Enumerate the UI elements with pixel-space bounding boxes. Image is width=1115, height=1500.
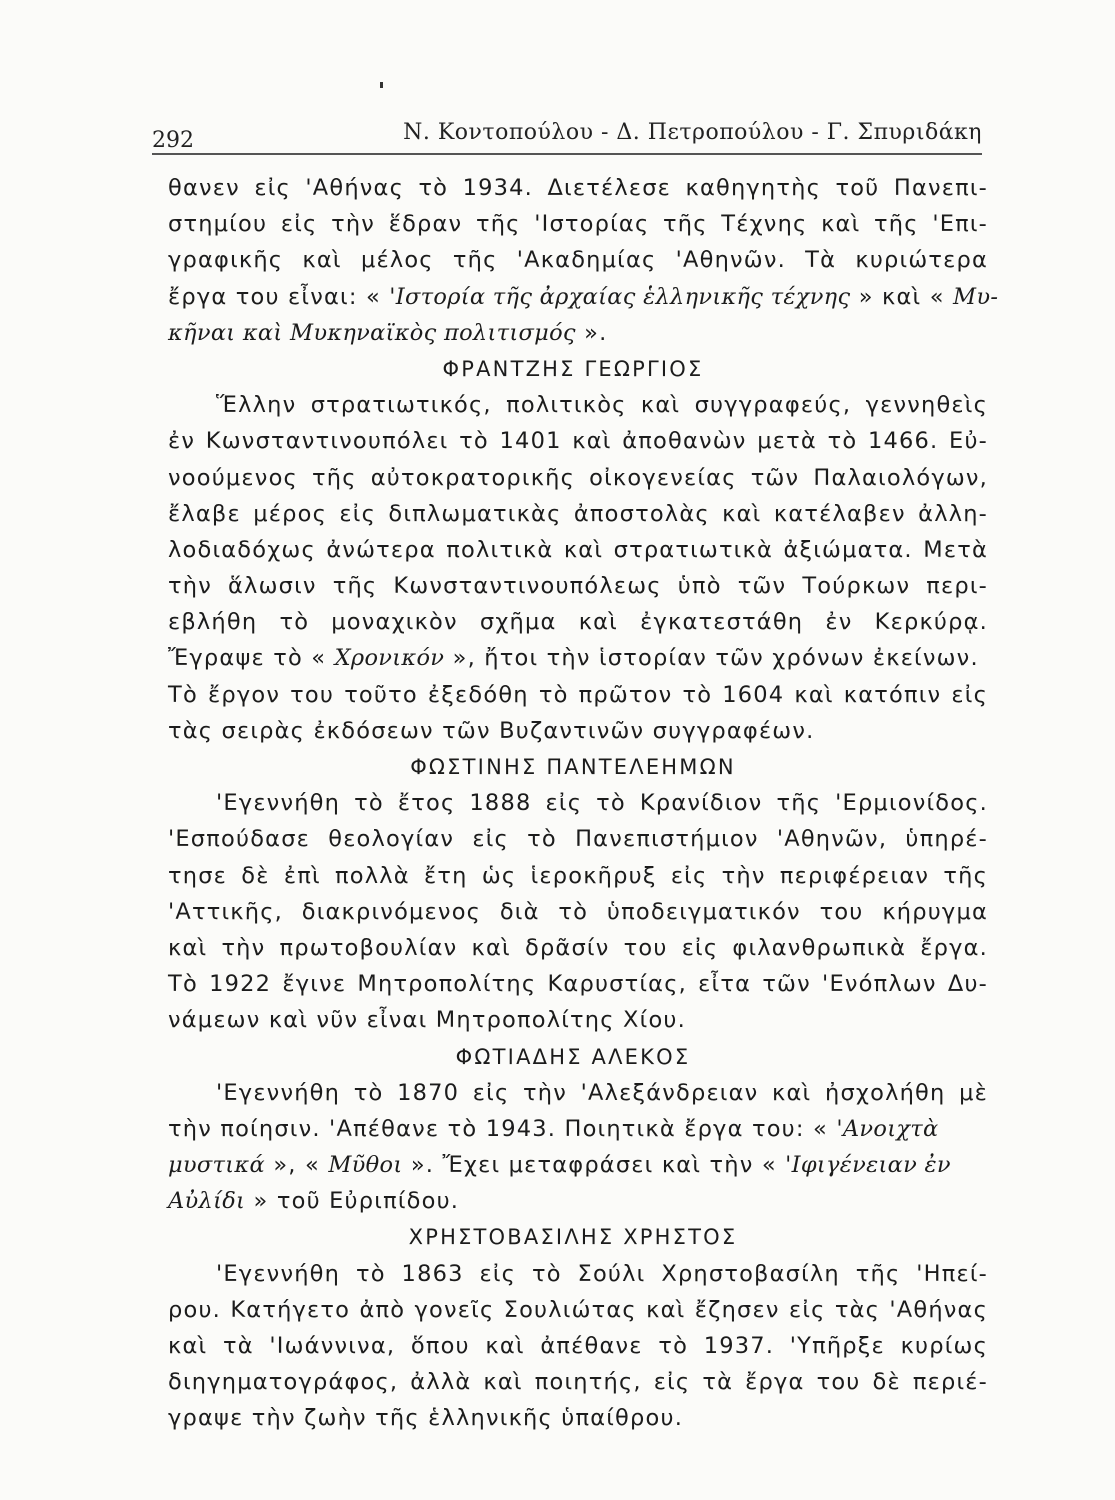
text-line: διηγηματογράφος, ἀλλὰ καὶ ποιητής, εἰς τὰ ἔργα του δὲ περιέ- [168,1369,988,1396]
text-line: μυστικά », « Μῦθοι ». Ἔχει μεταφράσει καὶ τὴν « 'Ιφιγένειαν ἐν [168,1152,951,1179]
text-line: τὰς σειρὰς ἐκδόσεων τῶν Βυζαντινῶν συγγραφέων. [168,717,815,744]
text-line: τησε δὲ ἐπὶ πολλὰ ἔτη ὡς ἱεροκῆρυξ εἰς τὴν περιφέρειαν τῆς [168,862,988,889]
text-line: 'Εγεννήθη τὸ 1863 εἰς τὸ Σούλι Χρηστοβασίλη τῆς 'Ηπεί- [216,1260,988,1287]
text-line: Ἕλλην στρατιωτικός, πολιτικὸς καὶ συγγραφεύς, γεννηθεὶς [216,392,988,419]
text-line: καὶ τὰ 'Ιωάννινα, ὅπου καὶ ἀπέθανε τὸ 1937. 'Υπῆρξε κυρίως [168,1333,988,1359]
text-line: εβλήθη τὸ μοναχικὸν σχῆμα καὶ ἐγκατεστάθη ἐν Κερκύρᾳ. [168,609,988,636]
text-line: Τὸ ἔργον του τοῦτο ἐξεδόθη τὸ πρῶτον τὸ 1604 καὶ κατόπιν εἰς [168,681,988,708]
text-line: ἐν Κωνσταντινουπόλει τὸ 1401 καὶ ἀποθανὼν μετὰ τὸ 1466. Εὐ- [168,428,988,455]
print-speck [380,82,383,88]
text-line: ἔλαβε μέρος εἰς διπλωματικὰς ἀποστολὰς καὶ κατέλαβεν ἀλλη- [168,500,988,527]
running-header [152,118,982,152]
entry-heading: ΦΩΤΙΑΔΗΣ ΑΛΕΚΟΣ [455,1044,691,1069]
text-line: Τὸ 1922 ἔγινε Μητροπολίτης Καρυστίας, εἶτα τῶν 'Ενόπλων Δυ- [168,971,988,998]
header-rule [152,153,982,155]
page-number: 292 [152,128,194,153]
text-line: 'Εσπούδασε θεολογίαν εἰς τὸ Πανεπιστήμιον 'Αθηνῶν, ὑπηρέ- [168,826,988,853]
text-line: κῆναι καὶ Μυκηναϊκὸς πολιτισμός ». [168,319,608,346]
text-line: Αὐλίδι » τοῦ Εὐριπίδου. [168,1188,460,1215]
text-line: τὴν ποίησιν. 'Απέθανε τὸ 1943. Ποιητικὰ ἔργα του: « 'Ανοιχτὰ [168,1115,939,1142]
text-line: νάμεων καὶ νῦν εἶναι Μητροπολίτης Χίου. [168,1007,686,1034]
text-line: γραφικῆς καὶ μέλος τῆς 'Ακαδημίας 'Αθηνῶν. Τὰ κυριώτερα [168,247,988,274]
text-line: θανεν εἰς 'Αθήνας τὸ 1934. Διετέλεσε καθηγητὴς τοῦ Πανεπι- [168,175,988,201]
page-body [168,170,999,1437]
text-line: ρου. Κατήγετο ἀπὸ γονεῖς Σουλιώτας καὶ ἔζησεν εἰς τὰς 'Αθήνας [168,1296,988,1323]
text-line: 'Εγεννήθη τὸ ἔτος 1888 εἰς τὸ Κρανίδιον τῆς 'Ερμιονίδος. [216,790,988,817]
text-line: Ἔγραψε τὸ « Χρονικόν », ἤτοι τὴν ἱστορίαν τῶν χρόνων ἐκείνων. [168,645,979,672]
text-line: γραψε τὴν ζωὴν τῆς ἑλληνικῆς ὑπαίθρου. [168,1405,684,1432]
header-authors: Ν. Κοντοπούλου - Δ. Πετροπούλου - Γ. Σπυριδάκη [403,120,982,145]
entry-heading: ΧΡΗΣΤΟΒΑΣΙΛΗΣ ΧΡΗΣΤΟΣ [408,1225,738,1250]
entry-heading: ΦΩΣΤΙΝΗΣ ΠΑΝΤΕΛΕΗΜΩΝ [410,755,736,779]
text-line: νοούμενος τῆς αὐτοκρατορικῆς οἰκογενείας τῶν Παλαιολόγων, [168,464,988,491]
text-line: 'Εγεννήθη τὸ 1870 εἰς τὴν 'Αλεξάνδρειαν καὶ ἠσχολήθη μὲ [216,1079,988,1106]
text-line: καὶ τὴν πρωτοβουλίαν καὶ δρᾶσίν του εἰς φιλανθρωπικὰ ἔργα. [168,934,988,961]
text-line: 'Αττικῆς, διακρινόμενος διὰ τὸ ὑποδειγματικόν του κήρυγμα [168,898,988,925]
text-line: τὴν ἅλωσιν τῆς Κωνσταντινουπόλεως ὑπὸ τῶν Τούρκων περι- [168,573,988,600]
text-line: λοδιαδόχως ἀνώτερα πολιτικὰ καὶ στρατιωτικὰ ἀξιώματα. Μετὰ [168,536,988,563]
text-line: ἔργα του εἶναι: « 'Ιστορία τῆς ἀρχαίας ἑλληνικῆς τέχνης » καὶ « Μυ- [168,283,999,310]
text-line: στημίου εἰς τὴν ἕδραν τῆς 'Ιστορίας τῆς Τέχνης καὶ τῆς 'Επι- [168,211,988,238]
entry-heading: ΦΡΑΝΤΖΗΣ ΓΕΩΡΓΙΟΣ [442,356,704,381]
